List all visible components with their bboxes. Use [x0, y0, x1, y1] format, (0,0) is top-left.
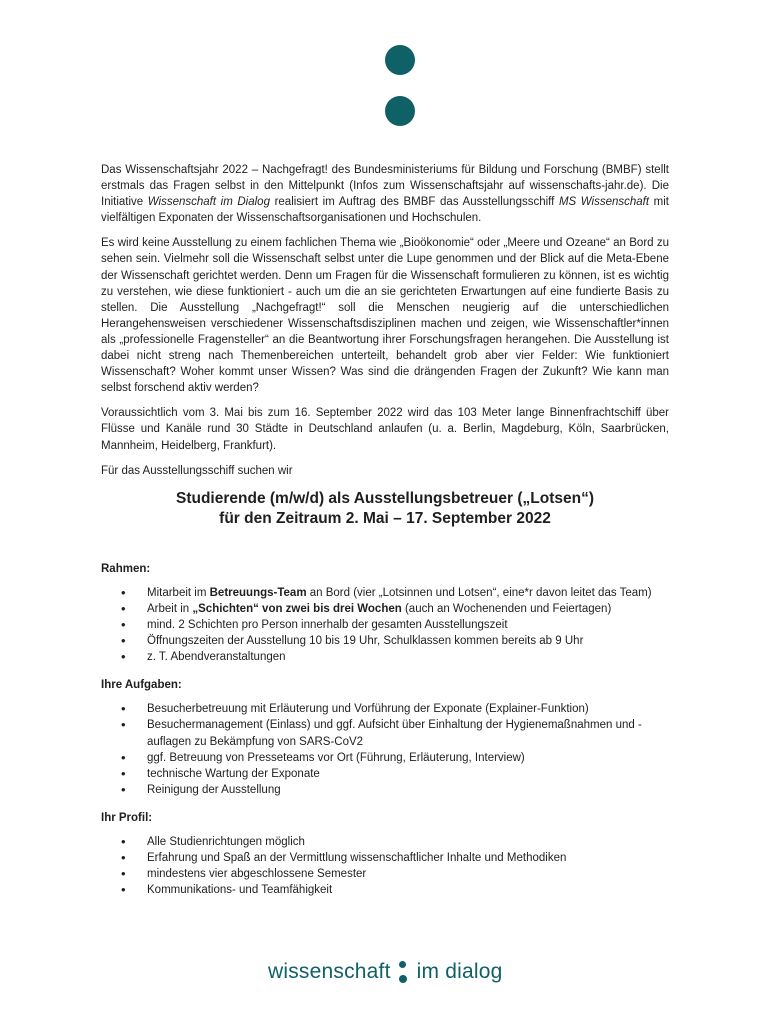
intro-text: Das Wissenschaftsjahr 2022 – Nachgefragt! des Bundesministeriums für Bildung und Forschung (BMBF) stellt erstmals das Fragen selbst in den Mittelpunkt (Infos zum Wissenschaftsjahr auf wissenschafts-jahr.de). Die Initiative: [101, 164, 669, 209]
list-item: • Besuchermanagement (Einlass) und ggf. Aufsicht über Einhaltung der Hygienemaßnahmen und -auflagen zu Bekämpfung von SARS-CoV2: [147, 717, 669, 749]
list-item: [147, 601, 669, 617]
aufgaben-list: [101, 701, 669, 798]
list-item: • Besucherbetreuung mit Erläuterung und Vorführung der Exponate (Explainer-Funktion): [147, 701, 669, 717]
intro-paragraph-4: Für das Ausstellungsschiff suchen wir: [101, 464, 293, 477]
decorative-dot-top: [385, 45, 415, 75]
wissenschaft-im-dialog-logo: [268, 952, 502, 992]
list-item: • mindestens vier abgeschlossene Semester: [147, 866, 669, 882]
list-item-text: (auch an Wochenenden und Feiertagen): [401, 602, 612, 615]
list-item: • z. T. Abendveranstaltungen: [147, 649, 669, 665]
list-item-bold: Betreuungs-Team: [209, 586, 307, 599]
section-title-profil: Ihr Profil:: [101, 811, 153, 824]
intro-text: realisiert im Auftrag des BMBF das Ausstellungsschiff: [269, 196, 559, 209]
list-item: • Öffnungszeiten der Ausstellung 10 bis 19 Uhr, Schulklassen kommen bereits ab 9 Uhr: [147, 633, 669, 649]
logo-colon-icon: [399, 961, 407, 983]
list-item: [147, 585, 669, 601]
job-title: Studierende (m/w/d) als Ausstellungsbetreuer („Lotsen“): [176, 489, 594, 507]
list-item: • Kommunikations- und Teamfähigkeit: [147, 882, 669, 898]
list-item: • mind. 2 Schichten pro Person innerhalb der gesamten Ausstellungszeit: [147, 617, 669, 633]
logo-text-right: im dialog: [416, 960, 503, 983]
intro-paragraph-1: [101, 162, 669, 226]
section-title-aufgaben: Ihre Aufgaben:: [101, 679, 182, 692]
list-item: • technische Wartung der Exponate: [147, 766, 669, 782]
list-item-bold: „Schichten“ von zwei bis drei Wochen: [192, 602, 402, 615]
list-item: • Alle Studienrichtungen möglich: [147, 834, 669, 850]
intro-paragraph-2: Es wird keine Ausstellung zu einem fachlichen Thema wie „Bioökonomie“ oder „Meere und Ozeane“ an Bord zu sehen sein. Vielmehr soll die Wissenschaft selbst unter die Lupe genommen und der Blick auf die Meta-Ebene der Wissenschaft gerichtet werden. Denn um Fragen für die Wissenschaft formulieren zu können, ist es wichtig zu verstehen, wie diese funktioniert - auch um die an sie gerichteten Erwartungen auf eine fundierte Basis zu stellen. Die Ausstellung „Nachgefragt!“ soll die Menschen neugierig auf die unterschiedlichen Herangehensweisen verschiedener Wissenschaftsdisziplinen machen und zeigen, wie Wissenschaftler*innen als „professionelle Fragensteller“ an die Beantwortung ihrer Forschungsfragen herangehen. Die Ausstellung ist dabei nicht streng nach Themenbereichen unterteilt, behandelt grob aber vier Felder: Wie funktioniert Wissenschaft? Woher kommt unser Wissen? Was sind die drängenden Fragen der Zukunft? Wie kann man selbst forschend aktiv werden?: [101, 237, 669, 395]
list-item: • Erfahrung und Spaß an der Vermittlung wissenschaftlicher Inhalte und Methodiken: [147, 850, 669, 866]
list-item: • ggf. Betreuung von Presseteams vor Ort (Führung, Erläuterung, Interview): [147, 750, 669, 766]
list-item-text: an Bord (vier „Lotsinnen und Lotsen“, eine*r davon leitet das Team): [306, 586, 652, 599]
ship-name: MS Wissenschaft: [558, 196, 650, 209]
list-item-text: Arbeit in: [147, 602, 193, 615]
list-item-text: Mitarbeit im: [147, 586, 210, 599]
initiative-name: Wissenschaft im Dialog: [147, 196, 270, 209]
profil-list: [101, 834, 669, 898]
decorative-dot-bottom: [385, 96, 415, 126]
section-title-rahmen: Rahmen:: [101, 562, 151, 575]
list-item: • Reinigung der Ausstellung: [147, 782, 669, 798]
logo-text-left: wissenschaft: [268, 960, 391, 983]
intro-paragraph-3: Voraussichtlich vom 3. Mai bis zum 16. September 2022 wird das 103 Meter lange Binnenfrachtschiff über Flüsse und Kanäle rund 30 Städte in Deutschland anlaufen (u. a. Berlin, Magdeburg, Köln, Saarbrücken, Mannheim, Heidelberg, Frankfurt).: [101, 407, 669, 452]
job-period: für den Zeitraum 2. Mai – 17. September 2022: [219, 509, 551, 527]
rahmen-list: [101, 585, 669, 665]
job-heading: [101, 489, 669, 529]
document-body: [101, 162, 669, 910]
intro-text: mit vielfältigen Exponaten der Wissenschaftsorganisationen und Hochschulen.: [101, 196, 669, 225]
